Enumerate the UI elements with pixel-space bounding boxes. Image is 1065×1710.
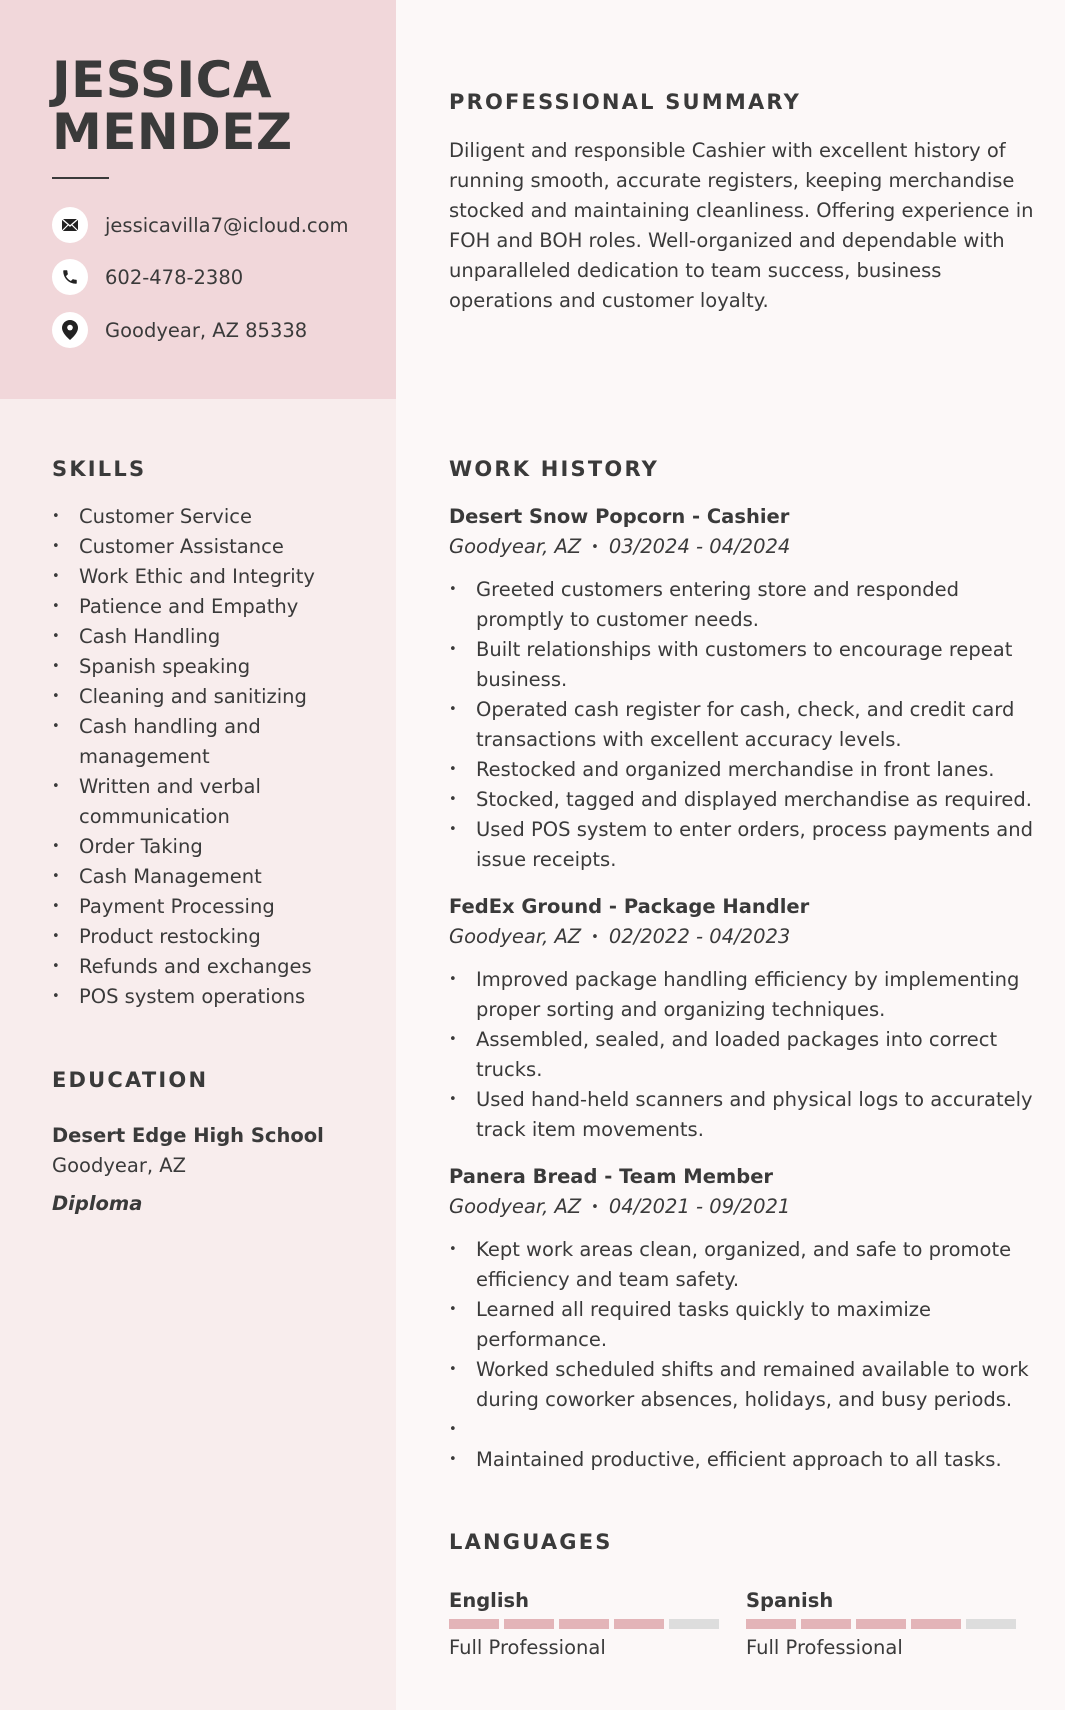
work-heading: WORK HISTORY bbox=[449, 457, 660, 481]
rating-segment bbox=[449, 1619, 499, 1629]
list-item: • Used hand-held scanners and physical logs to accurately track item movements. bbox=[449, 1085, 1039, 1145]
location-text: Goodyear, AZ 85338 bbox=[105, 318, 308, 342]
list-item: • Patience and Empathy bbox=[52, 592, 382, 622]
separator-dot: • bbox=[591, 1200, 599, 1215]
language-level: Full Professional bbox=[746, 1636, 903, 1659]
phone-icon bbox=[52, 259, 88, 295]
phone-text[interactable]: 602-478-2380 bbox=[105, 265, 244, 289]
job-title: FedEx Ground - Package Handler bbox=[449, 895, 810, 918]
job-title: Panera Bread - Team Member bbox=[449, 1165, 774, 1188]
list-item: • Cash handling and management bbox=[52, 712, 382, 772]
language-entry bbox=[746, 1586, 1016, 1663]
list-item: • Restocked and organized merchandise in front lanes. bbox=[449, 755, 1039, 785]
job-entry bbox=[449, 1162, 1039, 1475]
list-item: • Greeted customers entering store and responded promptly to customer needs. bbox=[449, 575, 1039, 635]
language-name: English bbox=[449, 1589, 530, 1612]
degree: Diploma bbox=[52, 1192, 143, 1215]
job-bullets bbox=[449, 575, 1039, 875]
list-item: • Work Ethic and Integrity bbox=[52, 562, 382, 592]
list-item: • Assembled, sealed, and loaded packages into correct trucks. bbox=[449, 1025, 1039, 1085]
job-title: Desert Snow Popcorn - Cashier bbox=[449, 505, 790, 528]
job-location: Goodyear, AZ bbox=[449, 535, 582, 558]
language-entry bbox=[449, 1586, 719, 1663]
rating-segment bbox=[801, 1619, 851, 1629]
summary-heading: PROFESSIONAL SUMMARY bbox=[449, 90, 802, 114]
list-item: • Customer Assistance bbox=[52, 532, 382, 562]
language-rating-bar bbox=[449, 1619, 719, 1629]
candidate-name bbox=[52, 51, 293, 161]
list-item: • Written and verbal communication bbox=[52, 772, 382, 832]
list-item: • Cleaning and sanitizing bbox=[52, 682, 382, 712]
rating-segment bbox=[504, 1619, 554, 1629]
last-name: MENDEZ bbox=[52, 103, 293, 161]
envelope-icon bbox=[52, 207, 88, 243]
school-name: Desert Edge High School bbox=[52, 1124, 324, 1147]
language-level: Full Professional bbox=[449, 1636, 606, 1659]
list-item: • Customer Service bbox=[52, 502, 382, 532]
list-item: • Worked scheduled shifts and remained available to work during coworker absences, holidays, and busy periods. bbox=[449, 1355, 1039, 1415]
rating-segment bbox=[911, 1619, 961, 1629]
list-item: • Built relationships with customers to encourage repeat business. bbox=[449, 635, 1039, 695]
list-item: • Stocked, tagged and displayed merchandise as required. bbox=[449, 785, 1039, 815]
list-item: • Cash Management bbox=[52, 862, 382, 892]
rating-segment bbox=[856, 1619, 906, 1629]
list-item: • Learned all required tasks quickly to maximize performance. bbox=[449, 1295, 1039, 1355]
map-pin-icon bbox=[52, 312, 88, 348]
first-name: JESSICA bbox=[52, 51, 273, 109]
language-name: Spanish bbox=[746, 1589, 834, 1612]
list-item: • Spanish speaking bbox=[52, 652, 382, 682]
skills-list bbox=[52, 502, 382, 1012]
contact-phone bbox=[52, 259, 243, 295]
list-item: • POS system operations bbox=[52, 982, 382, 1012]
rating-segment bbox=[559, 1619, 609, 1629]
job-dates: 02/2022 - 04/2023 bbox=[608, 925, 791, 948]
languages-heading: LANGUAGES bbox=[449, 1530, 613, 1554]
list-item: • Operated cash register for cash, check, and credit card transactions with excellent accuracy levels. bbox=[449, 695, 1039, 755]
list-item: • Payment Processing bbox=[52, 892, 382, 922]
job-meta bbox=[449, 922, 1039, 955]
job-location: Goodyear, AZ bbox=[449, 1195, 582, 1218]
rating-segment bbox=[669, 1619, 719, 1629]
summary-text: Diligent and responsible Cashier with excellent history of running smooth, accurate registers, keeping merchandise stocked and maintaining cleanliness. Offering experience in FOH and BOH roles. Well-organized and dependable with unparalleled dedication to team success, business operations and customer loyalty. bbox=[449, 139, 1034, 312]
list-item: • Maintained productive, efficient approach to all tasks. bbox=[449, 1445, 1039, 1475]
name-divider bbox=[52, 177, 109, 179]
list-item bbox=[449, 1415, 1039, 1445]
list-item: • Kept work areas clean, organized, and safe to promote efficiency and team safety. bbox=[449, 1235, 1039, 1295]
list-item: • Refunds and exchanges bbox=[52, 952, 382, 982]
job-entry bbox=[449, 502, 1039, 875]
job-meta bbox=[449, 1192, 1039, 1225]
separator-dot: • bbox=[591, 930, 599, 945]
job-location: Goodyear, AZ bbox=[449, 925, 582, 948]
job-dates: 04/2021 - 09/2021 bbox=[608, 1195, 791, 1218]
school-location: Goodyear, AZ bbox=[52, 1154, 186, 1177]
job-bullets bbox=[449, 1235, 1039, 1475]
job-meta bbox=[449, 532, 1039, 565]
separator-dot: • bbox=[591, 540, 599, 555]
skills-heading: SKILLS bbox=[52, 457, 147, 481]
job-dates: 03/2024 - 04/2024 bbox=[608, 535, 791, 558]
contact-location bbox=[52, 312, 307, 348]
list-item: • Cash Handling bbox=[52, 622, 382, 652]
list-item: • Used POS system to enter orders, process payments and issue receipts. bbox=[449, 815, 1039, 875]
job-bullets bbox=[449, 965, 1039, 1145]
job-entry bbox=[449, 892, 1039, 1145]
list-item: • Order Taking bbox=[52, 832, 382, 862]
education-heading: EDUCATION bbox=[52, 1068, 209, 1092]
list-item: • Product restocking bbox=[52, 922, 382, 952]
list-item: • Improved package handling efficiency by implementing proper sorting and organizing techniques. bbox=[449, 965, 1039, 1025]
language-rating-bar bbox=[746, 1619, 1016, 1629]
contact-email bbox=[52, 207, 349, 243]
email-text[interactable]: jessicavilla7@icloud.com bbox=[105, 213, 349, 237]
rating-segment bbox=[614, 1619, 664, 1629]
rating-segment bbox=[746, 1619, 796, 1629]
rating-segment bbox=[966, 1619, 1016, 1629]
